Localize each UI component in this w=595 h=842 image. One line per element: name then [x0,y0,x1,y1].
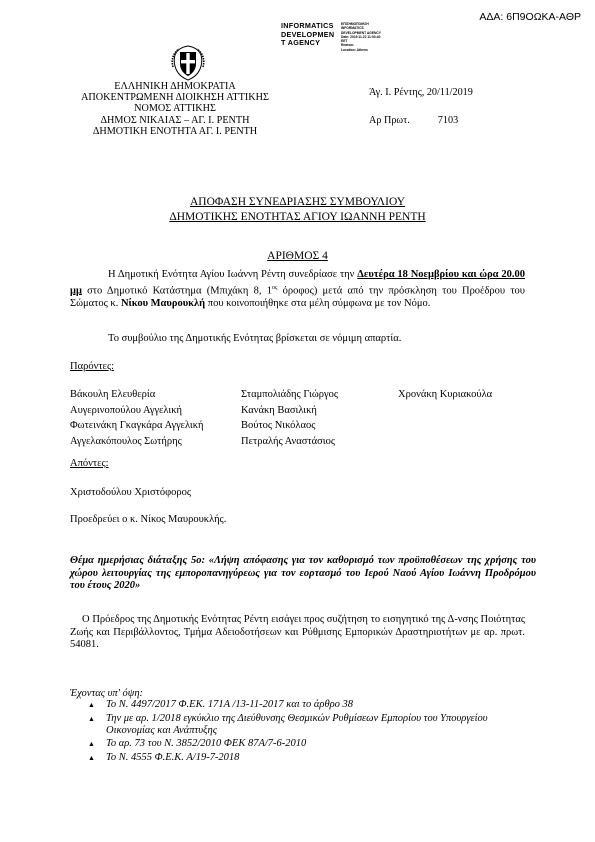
member-name: Κανάκη Βασιλική [241,404,317,416]
place-date: Άγ. Ι. Ρέντης, 20/11/2019 [369,87,473,98]
title-line: ΑΠΟΦΑΣΗ ΣΥΝΕΔΡΙΑΣΗΣ ΣΥΜΒΟΥΛΙΟΥ [189,196,406,208]
member-name: Αυγερινοπούλου Αγγελική [70,404,182,416]
ada-code: ΑΔΑ: 6Π9ΟΩΚΑ-ΑΘΡ [479,11,581,23]
stamp-detail-line: Reason: [341,43,355,48]
member-name: Πετραλής Αναστάσιος [241,435,335,447]
intro-text: που κοινοποιήθηκε στα μέλη σύμφωνα με τον Νόμο. [205,297,431,309]
triangle-bullet-icon: ▲ [88,740,95,749]
member-name: Αγγελακόπουλος Σωτήρης [70,435,182,447]
member-name: Χρονάκη Κυριακούλα [398,389,493,400]
issuer-line: ΝΟΜΟΣ ΑΤΤΙΚΗΣ [134,103,216,115]
stamp-detail-line: DEVELOPMENT AGENCY [341,30,381,35]
issuer-line: ΔΗΜΟΤΙΚΗ ΕΝΟΤΗΤΑ ΑΓ. Ι. ΡΕΝΤΗ [92,125,258,137]
stamp-line: DEVELOPMEN [281,29,335,39]
floor-superscript: ος [272,284,278,291]
document-title [0,195,595,224]
member-name: Βάκουλη Ελευθερία [70,389,156,400]
present-col-3 [398,387,492,403]
signature-stamp-text [281,22,334,48]
member-name: Σταμπολιάδης Γιώργος [241,389,339,400]
list-item [88,738,526,750]
intro-text: στο Δημοτικό Κατάστημα (Μπιχάκη 8, 1 [81,285,272,297]
topic-text: «Λήψη απόφασης για τον καθορισμό των προϋποθέσεων της χρήσης του χώρου λειτουργίας της εμποροπανηγύρεως για τον εορτασμό του Ιερού Ναού Αγίου Ιωάννη Προδρόμου του έτους 2020» [70,555,537,592]
signature-stamp-details [341,22,381,52]
stamp-detail-line: Date: 2019.11.22 11:00:40 [341,34,381,39]
list-item [88,713,526,737]
quorum-text: Το συμβούλιο της Δημοτικής Ενότητας βρίσκεται σε νόμιμη απαρτία. [108,333,402,344]
protocol-number [369,115,458,126]
protocol-label: Αρ Πρωτ. [369,115,410,126]
list-item-text: Το Ν. 4497/2017 Φ.ΕΚ. 171Α /13-11-2017 και το άρθρο 38 [106,699,354,710]
list-item-text: Το Ν. 4555 Φ.Ε.Κ. Α/19-7-2018 [106,751,240,763]
triangle-bullet-icon: ▲ [88,753,95,762]
considering-label: Έχοντας υπ' όψη: [70,688,144,699]
triangle-bullet-icon: ▲ [88,701,95,709]
issuer-line: ΑΠΟΚΕΝΤΡΩΜΕΝΗ ΔΙΟΙΚΗΣΗ ΑΤΤΙΚΗΣ [81,92,269,104]
stamp-detail-line: Location: Athens [341,47,368,52]
intro-text: όροφος) μετά από την πρόσκληση του Προέδρου του Σώματος κ. [70,285,525,309]
member-name: Φωτεινάκη Γκαγκάρα Αγγελική [70,420,204,431]
body-paragraph: Ο Πρόεδρος της Δημοτικής Ενότητας Ρέντη εισάγει προς συζήτηση το εισηγητικό της Δ-νσης Ποιότητας Ζωής και Περιβάλλοντος, Τμήμα Αδειοδοτήσεων και Ρύθμισης Εμπορικών Δραστηριοτήτων με αρ. πρωτ. 54081. [70,614,525,651]
greek-coat-of-arms-icon [170,45,206,81]
member-name: Βούτος Νικόλαος [241,420,316,431]
issuer-line: ΕΛΛΗΝΙΚΗ ΔΗΜΟΚΡΑΤΙΑ [114,81,236,92]
stamp-detail-line: EET [341,39,348,44]
meeting-date: Δευτέρα 18 Νοεμβρίου και ώρα 20.00 μμ [70,269,525,297]
list-item [88,752,526,764]
intro-paragraph [70,269,525,310]
stamp-detail-line: INFORMATICS [341,26,364,31]
absent-label: Απόντες: [70,458,109,469]
decision-number: ΑΡΙΘΜΟΣ 4 [267,250,328,262]
title-line: ΔΗΜΟΤΙΚΗΣ ΕΝΟΤΗΤΑΣ ΑΓΙΟΥ ΙΩΑΝΝΗ ΡΕΝΤΗ [169,210,426,223]
agenda-topic [70,555,536,593]
president-name: Νίκου Μαυρουκλή [120,297,206,309]
list-item-text: Την με αρ. 1/2018 εγκύκλιο της Διεύθυνσης Θεσμικών Ρυθμίσεων Εμπορίου του Υπουργείου Οικονομίας και Ανάπτυξης [106,712,488,736]
list-item [88,699,526,711]
present-label: Παρόντες: [70,361,115,372]
present-col-1 [70,387,204,449]
considering-list [88,699,526,765]
list-item-text: Το αρ. 73 του Ν. 3852/2010 ΦΕΚ 87Α/7-6-2010 [106,738,307,750]
stamp-line: INFORMATICS [281,21,334,30]
topic-label: Θέμα ημερήσιας διάταξης 5ο: [70,555,205,566]
stamp-detail-line: ΕΠΙΣΗΜΟΠΟΙΗΣΗ [341,22,369,26]
issuer-line: ΔΗΜΟΣ ΝΙΚΑΙΑΣ – ΑΓ. Ι. ΡΕΝΤΗ [100,114,250,126]
stamp-line: T AGENCY [281,38,321,48]
protocol-value: 7103 [437,115,459,126]
presiding-text: Προεδρεύει ο κ. Νίκος Μαυρουκλής. [70,514,227,525]
present-col-2 [241,387,338,449]
absent-name: Χριστοδούλου Χριστόφορος [70,487,192,498]
triangle-bullet-icon: ▲ [88,714,95,723]
issuer-block [60,81,290,137]
intro-text: Η Δημοτική Ενότητα Αγίου Ιωάννη Ρέντη συνεδρίασε την [108,269,358,280]
